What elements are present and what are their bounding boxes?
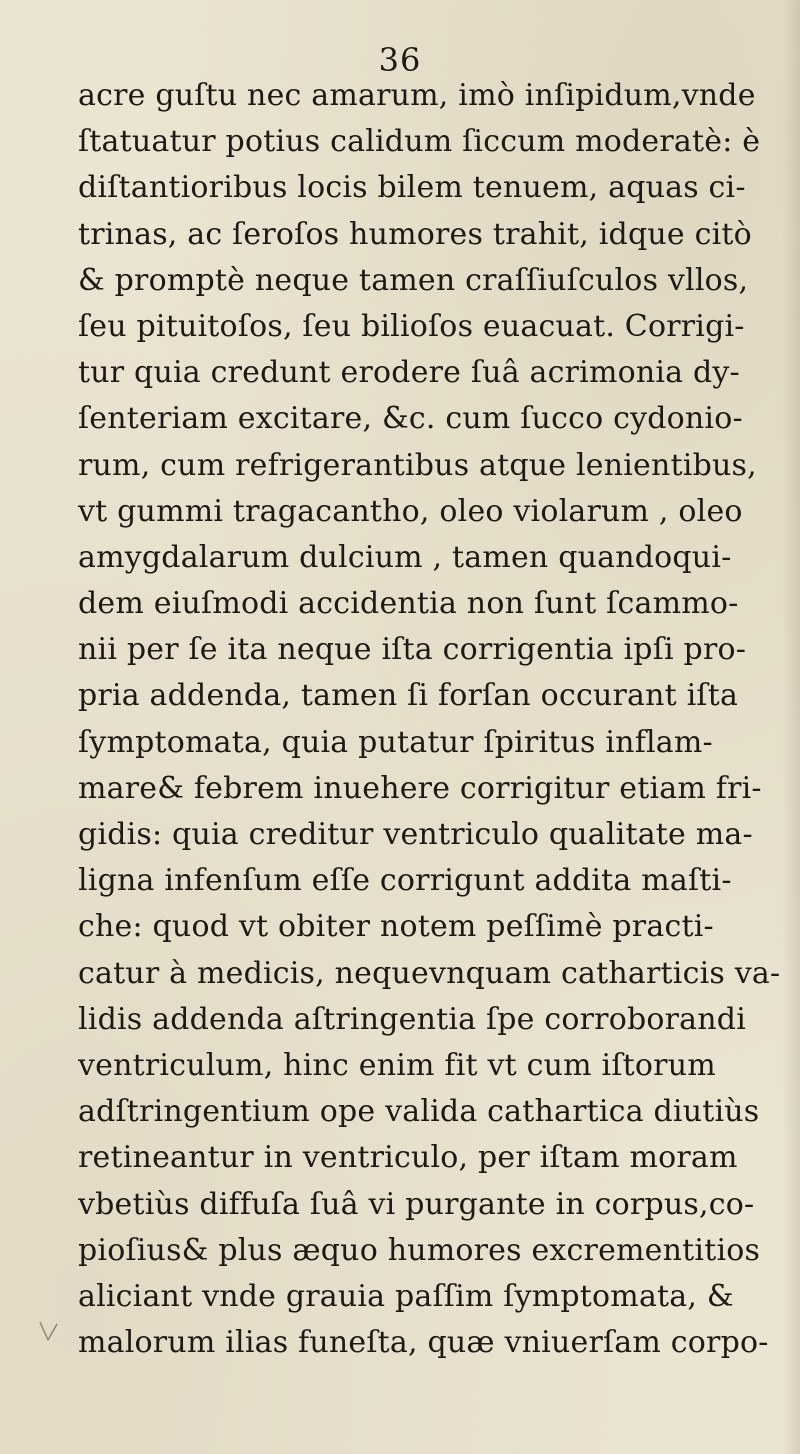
text-line: ſymptomata, quia putatur ſpiritus inflam- bbox=[78, 724, 713, 760]
text-line: retineantur in ventriculo, per iſtam moram bbox=[78, 1140, 738, 1176]
text-line: dem eiuſmodi accidentia non ſunt ſcammo- bbox=[78, 586, 739, 622]
text-line: lidis addenda aſtringentia ſpe corroborandi bbox=[78, 1001, 746, 1037]
body-text bbox=[78, 73, 800, 1366]
text-line: tur quia credunt erodere ſuâ acrimonia dy- bbox=[78, 355, 740, 391]
text-line: pria addenda, tamen ſi forſan occurant iſta bbox=[78, 678, 739, 714]
text-line: nii per ſe ita neque iſta corrigentia ipſi pro- bbox=[78, 632, 747, 668]
text-line: ſeu pituitoſos, ſeu bilioſos euacuat. Corrigi- bbox=[78, 308, 745, 344]
text-line: vt gummi tragacantho, oleo violarum , oleo bbox=[78, 493, 743, 529]
text-line: adſtringentium ope valida cathartica diutiùs bbox=[78, 1094, 760, 1130]
text-line: diſtantioribus locis bilem tenuem, aquas ci- bbox=[78, 170, 746, 206]
text-line: ſtatuatur potius calidum ſiccum moderatè: è bbox=[78, 124, 761, 160]
text-line: amygdalarum dulcium , tamen quandoqui- bbox=[78, 539, 732, 575]
margin-tick-mark bbox=[38, 1318, 60, 1346]
text-line: acre guſtu nec amarum, imò inſipidum,vnde bbox=[78, 78, 756, 113]
text-line: ligna infenſum eſſe corrigunt addita maſti- bbox=[78, 863, 732, 899]
text-line: mare& febrem inuehere corrigitur etiam fri- bbox=[78, 770, 762, 806]
text-line: aliciant vnde grauia paſſim ſymptomata, & bbox=[78, 1278, 734, 1314]
text-line: che: quod vt obiter notem peſſimè practi- bbox=[78, 909, 714, 945]
text-line: malorum ilias funeſta, quæ vniuerſam corpo- bbox=[78, 1325, 769, 1361]
text-line: gidis: quia creditur ventriculo qualitate ma- bbox=[78, 817, 753, 852]
text-line: ſenteriam excitare, &c. cum ſucco cydonio- bbox=[78, 401, 743, 437]
text-line: rum, cum refrigerantibus atque lenientibus, bbox=[78, 447, 757, 483]
page-number: 36 bbox=[378, 41, 422, 79]
text-line: trinas, ac ſeroſos humores trahit, idque citò bbox=[78, 216, 752, 252]
text-line: catur à medicis, nequevnquam catharticis va- bbox=[78, 955, 781, 991]
text-line: pioſius& plus æquo humores excrementitios bbox=[78, 1232, 761, 1268]
text-line: & promptè neque tamen craſſiuſculos vllos, bbox=[78, 262, 749, 298]
text-line: vbetiùs diffuſa ſuâ vi purgante in corpus,co- bbox=[78, 1186, 755, 1222]
text-line: ventriculum, hinc enim fit vt cum iſtorum bbox=[78, 1047, 716, 1083]
